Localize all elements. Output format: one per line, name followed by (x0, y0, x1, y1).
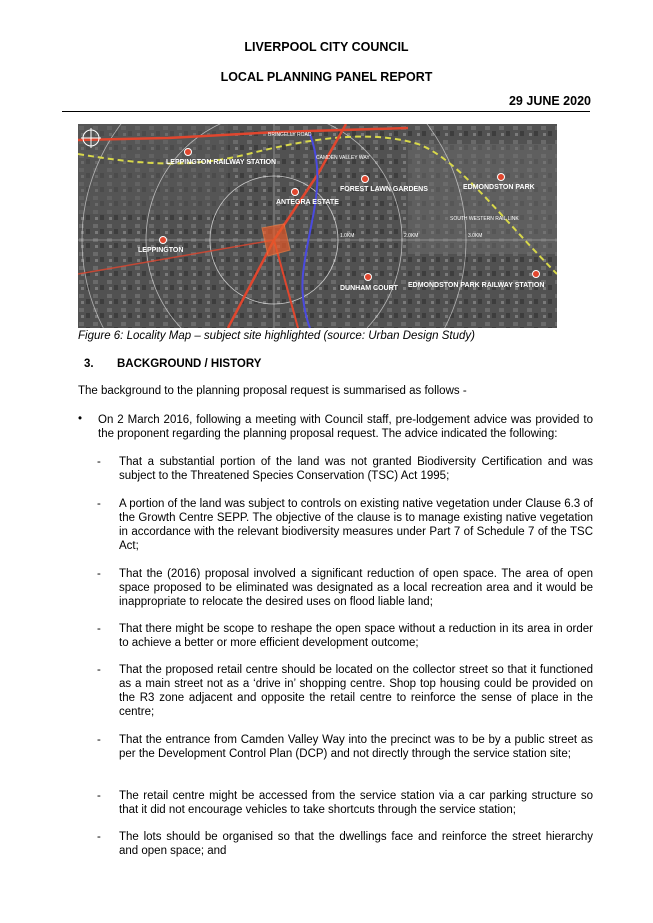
list-item (97, 567, 593, 609)
dash-marker: - (97, 734, 101, 746)
label-dunham-court: DUNHAM COURT (340, 285, 398, 292)
locality-map-graphic (78, 124, 557, 328)
label-camden-valley-way: CAMDEN VALLEY WAY (316, 155, 370, 161)
label-antegra-estate: ANTEGRA ESTATE (276, 199, 339, 206)
figure-caption: Figure 6: Locality Map – subject site highlighted (source: Urban Design Study) (78, 330, 475, 342)
intro-paragraph: The background to the planning proposal request is summarised as follows - (78, 385, 467, 397)
list-item-text: That there might be scope to reshape the open space without a reduction in its area in order to achieve a better or more efficient development outcome; (119, 623, 593, 649)
dash-marker: - (97, 831, 101, 843)
bullet-item (78, 413, 593, 441)
label-bringelly-road: BRINGELLY ROAD (268, 132, 312, 138)
label-2km: 2.0KM (404, 233, 419, 239)
label-forest-lawn: FOREST LAWN GARDENS (340, 186, 428, 193)
list-item-text: A portion of the land was subject to controls on existing native vegetation under Clause 6.3 of the Growth Centre SEPP. The objective of the clause is to manage existing native vegetation in accordance with the relevant biodiversity measures under Part 7 of Schedule 7 of the TSC Act; (119, 498, 593, 552)
label-edmondston-rail: EDMONDSTON PARK RAILWAY STATION (408, 282, 545, 289)
list-item-text: The retail centre might be accessed from the service station via a car parking structure so that it did not encourage vehicles to take shortcuts through the service station; (119, 790, 593, 816)
list-item (97, 663, 593, 719)
section-heading (84, 358, 262, 370)
label-3km: 3.0KM (468, 233, 483, 239)
report-title: LOCAL PLANNING PANEL REPORT (220, 70, 433, 84)
locality-map (78, 124, 557, 328)
list-item (97, 497, 593, 553)
label-leppington-station: LEPPINGTON RAILWAY STATION (166, 159, 277, 166)
label-1km: 1.0KM (340, 233, 355, 239)
report-date: 29 JUNE 2020 (508, 94, 591, 108)
list-item-text: That the entrance from Camden Valley Way into the precinct was to be by a public street as per the Development Control Plan (DCP) and not directly through the service station site; (119, 734, 593, 760)
list-item-text: That a substantial portion of the land was not granted Biodiversity Certification and was subject to the Threatened Species Conservation (TSC) Act 1995; (119, 456, 593, 482)
dash-marker: - (97, 623, 101, 635)
dash-marker: - (97, 664, 101, 676)
section-number: 3. (84, 358, 94, 370)
dash-marker: - (97, 790, 101, 802)
list-item (97, 733, 593, 761)
list-item (97, 455, 593, 483)
dash-marker: - (97, 568, 101, 580)
list-item-text: That the proposed retail centre should be located on the collector street so that it functioned as a main street not as a ‘drive in’ shopping centre. Shop top housing could be provided on the R3 zone adjacent and opposite the retail centre to reinforce the sense of place in the centre; (119, 664, 593, 718)
label-leppington: LEPPINGTON (138, 247, 184, 254)
council-name: LIVERPOOL CITY COUNCIL (244, 40, 409, 54)
dash-marker: - (97, 498, 101, 510)
label-edmondston-park: EDMONDSTON PARK (463, 184, 535, 191)
list-item (97, 830, 593, 858)
bullet-text: On 2 March 2016, following a meeting with Council staff, pre-lodgement advice was provided to the proponent regarding the planning proposal request. The advice indicated the following: (98, 414, 593, 440)
list-item (97, 789, 593, 817)
dash-marker: - (97, 456, 101, 468)
list-item-text: That the (2016) proposal involved a significant reduction of open space. The area of open space proposed to be eliminated was designated as a local recreation area and it would be inappropriate to relocate the desired uses on flood liable land; (119, 568, 593, 608)
list-item-text: The lots should be organised so that the dwellings face and reinforce the street hierarchy and open space; and (119, 831, 593, 857)
label-rail-link: SOUTH WESTERN RAIL LINK (450, 216, 519, 222)
bullet-symbol: • (78, 413, 83, 425)
header-divider (62, 111, 590, 112)
list-item (97, 622, 593, 650)
section-title: BACKGROUND / HISTORY (117, 358, 262, 370)
